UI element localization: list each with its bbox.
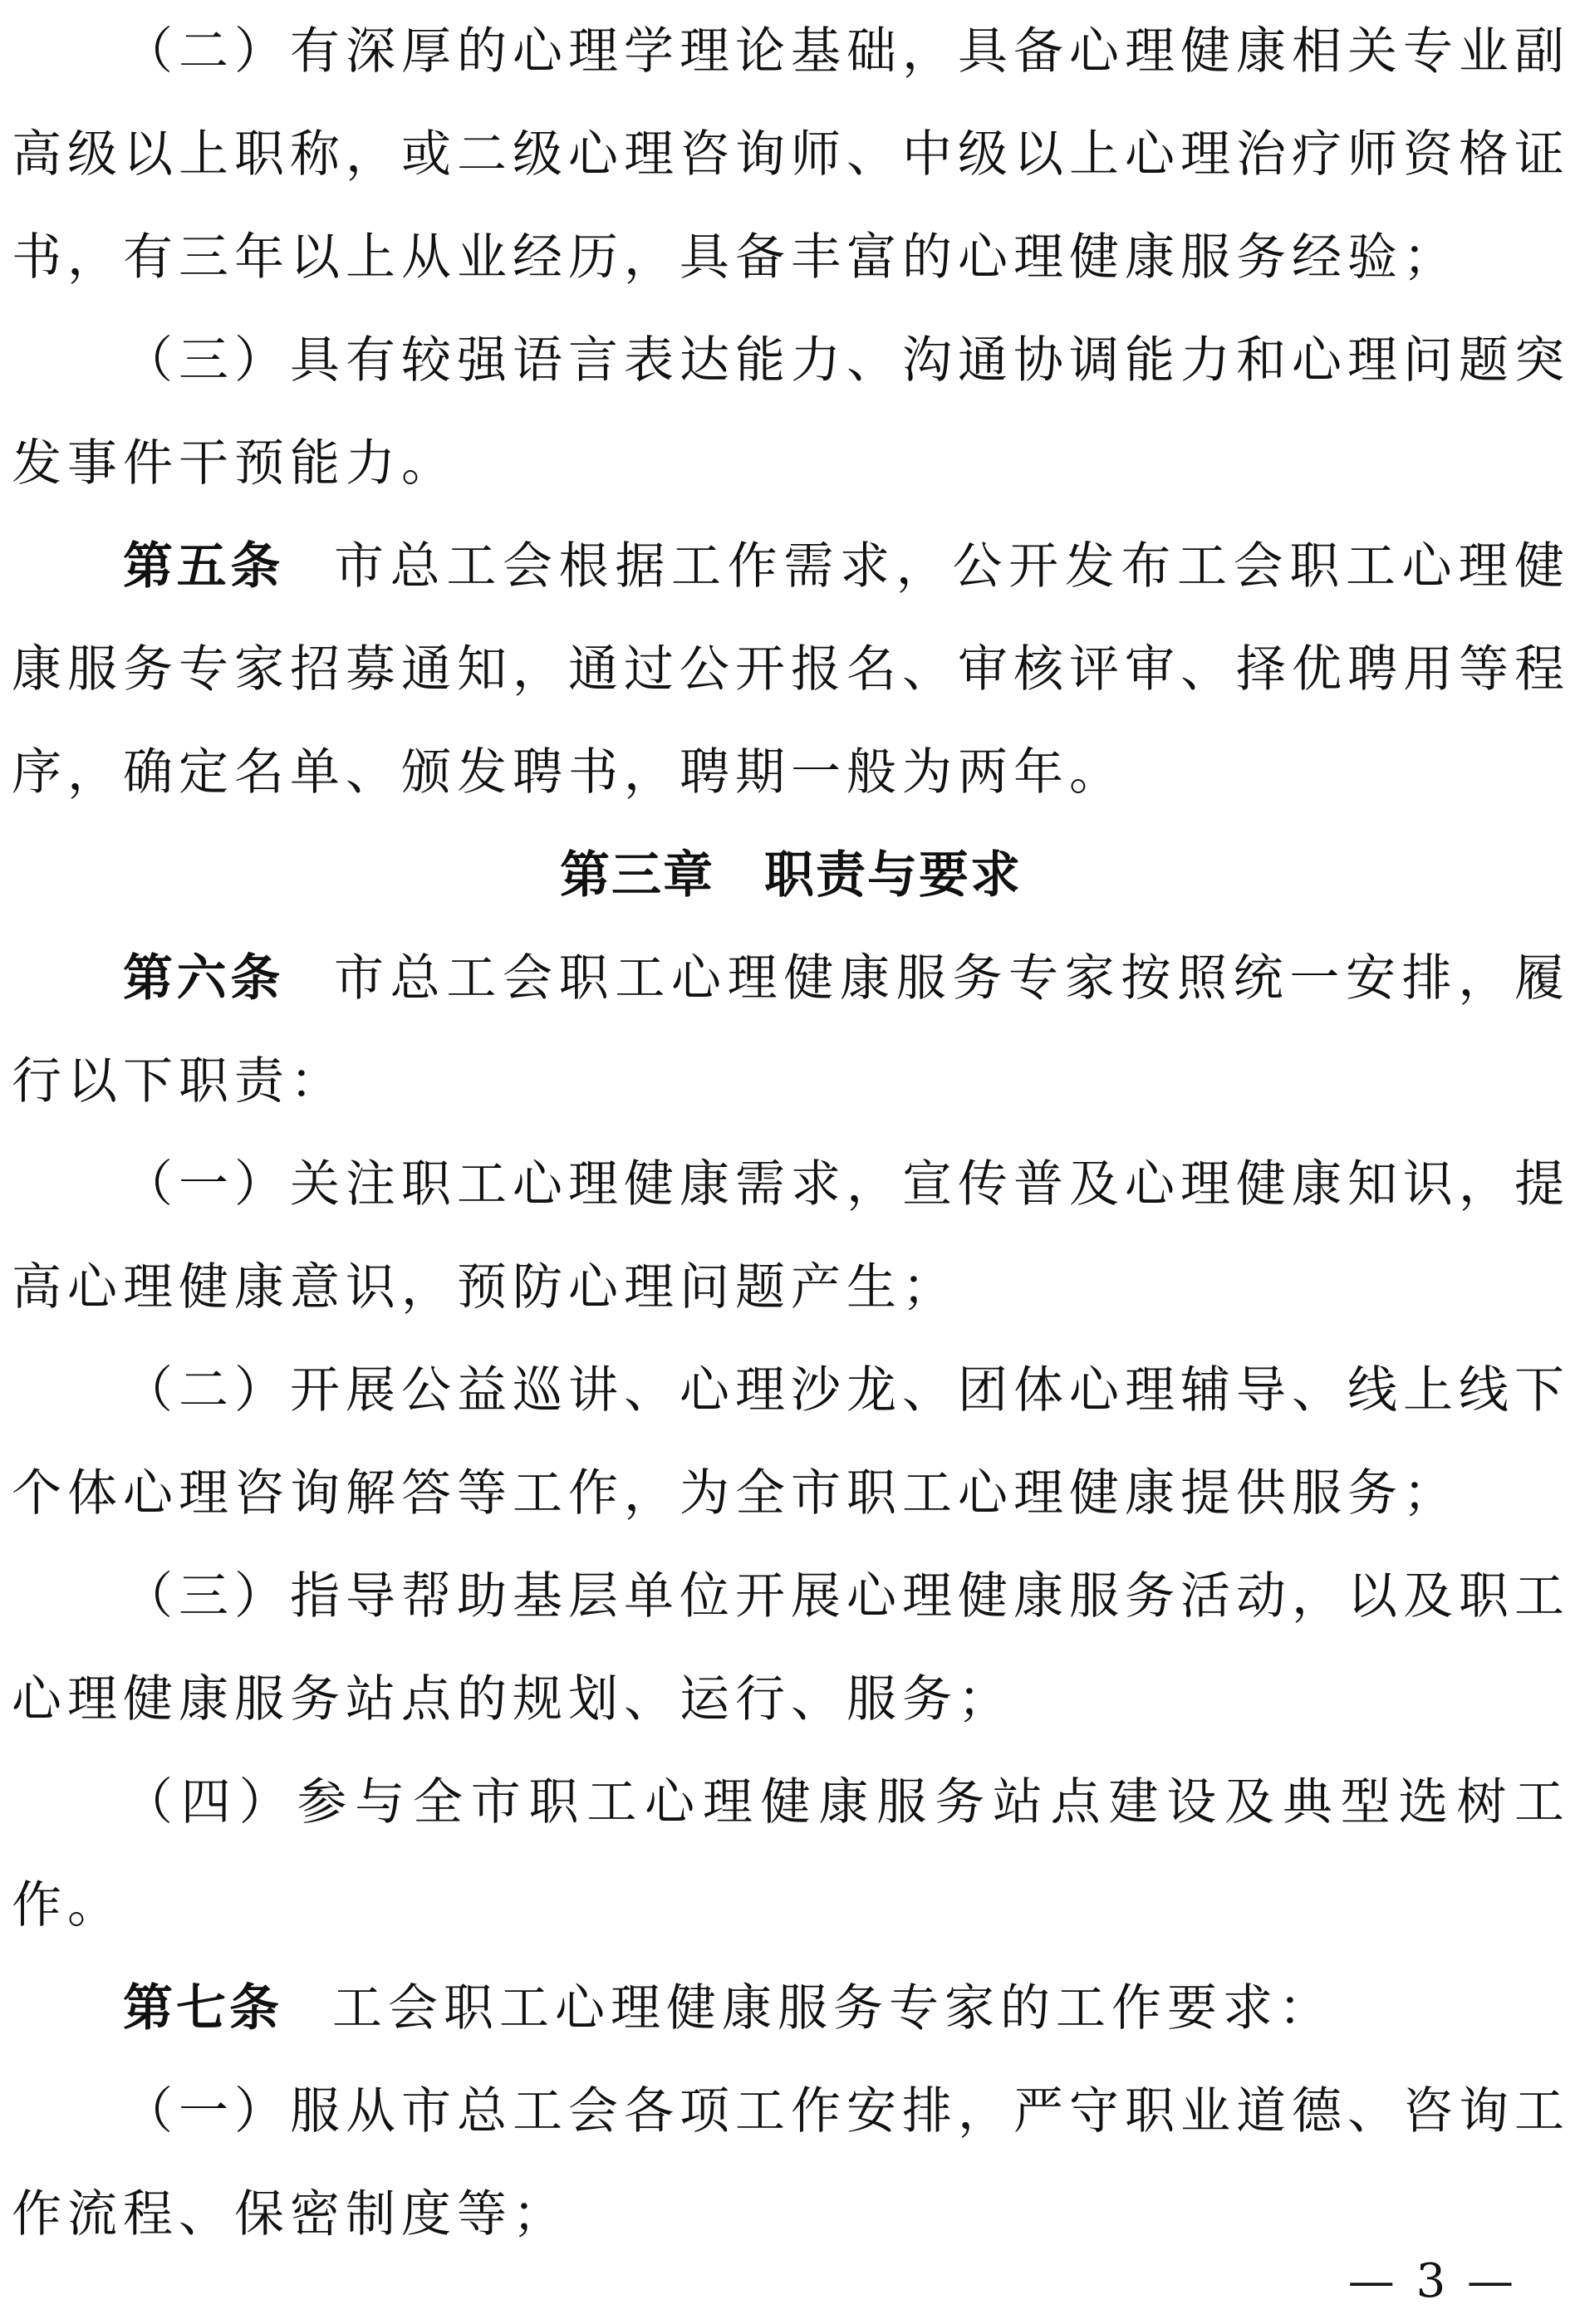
article-number: 第七条 (123, 1979, 282, 2037)
paragraph-duty-2: （二）开展公益巡讲、心理沙龙、团体心理辅导、线上线下个体心理咨询解答等工作，为全市职工心理健康提供服务； (12, 1361, 1570, 1522)
page-number: — 3 — (1347, 2254, 1517, 2308)
paragraph-duty-1: （一）关注职工心理健康需求，宣传普及心理健康知识，提高心理健康意识，预防心理问题产生； (12, 1155, 1570, 1316)
paragraph-duty-4: （四）参与全市职工心理健康服务站点建设及典型选树工作。 (12, 1773, 1570, 1934)
paragraph-qualification-3: （三）具有较强语言表达能力、沟通协调能力和心理问题突发事件干预能力。 (12, 331, 1570, 493)
document-body (12, 0, 1570, 2266)
paragraph-article-7: 第七条 工会职工心理健康服务专家的工作要求： (123, 1979, 1334, 2037)
paragraph-requirement-1: （一）服从市总工会各项工作安排，严守职业道德、咨询工作流程、保密制度等； (12, 2082, 1570, 2243)
article-number: 第五条 (123, 537, 284, 596)
chapter-number: 第三章 (560, 846, 714, 905)
chapter-heading (12, 824, 1570, 927)
paragraph-article-6: 第六条 市总工会职工心理健康服务专家按照统一安排，履行以下职责： (12, 949, 1570, 1111)
paragraph-qualification-2: （二）有深厚的心理学理论基础，具备心理健康相关专业副高级以上职称，或二级心理咨询师、中级以上心理治疗师资格证书，有三年以上从业经历，具备丰富的心理健康服务经验； (12, 22, 1570, 287)
paragraph-duty-3: （三）指导帮助基层单位开展心理健康服务活动，以及职工心理健康服务站点的规划、运行、服务； (12, 1567, 1570, 1728)
article-number: 第六条 (123, 949, 284, 1008)
chapter-title: 职责与要求 (764, 846, 1022, 905)
paragraph-article-5: 第五条 市总工会根据工作需求，公开发布工会职工心理健康服务专家招募通知，通过公开报名、审核评审、择优聘用等程序，确定名单、颁发聘书，聘期一般为两年。 (12, 537, 1570, 802)
